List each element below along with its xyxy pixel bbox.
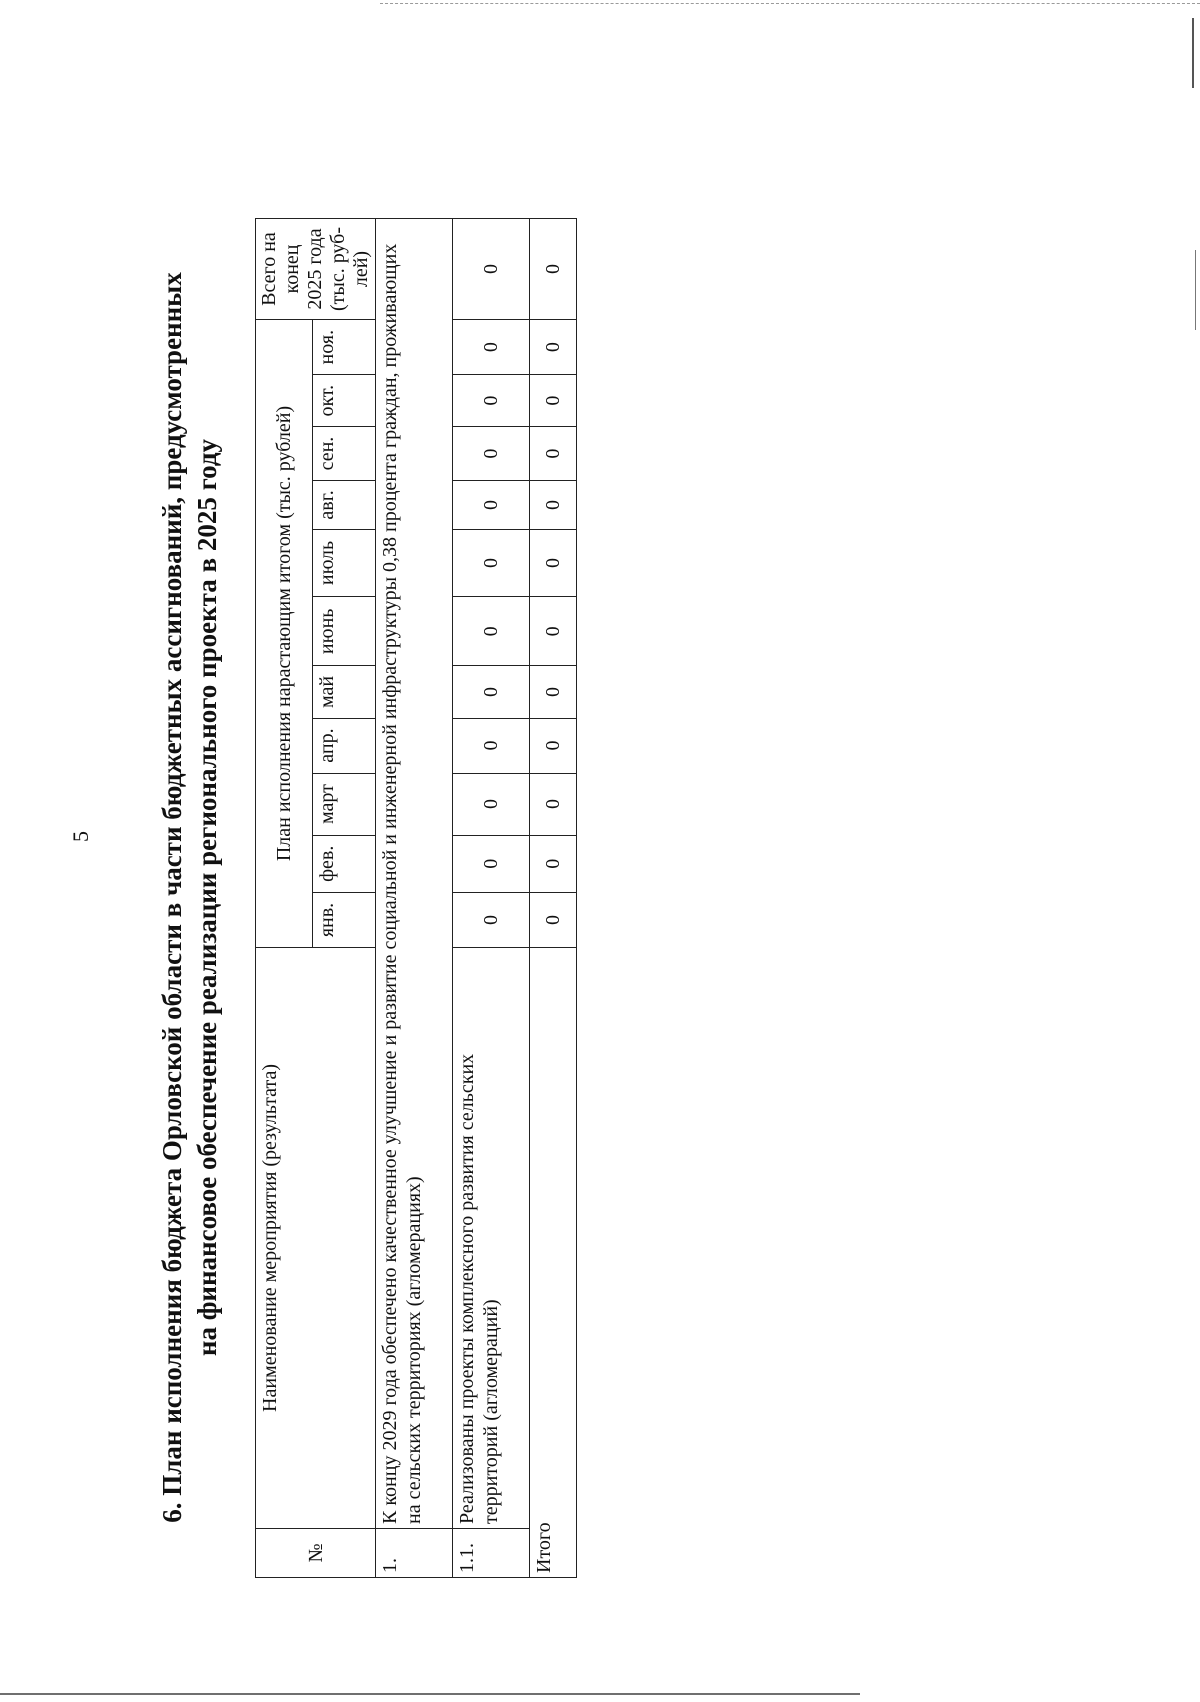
result-value: 0 (453, 426, 530, 480)
result-value: 0 (453, 481, 530, 530)
scan-edge-top (380, 3, 1200, 4)
header-total: Всего на конец 2025 года (тыс. руб- лей) (256, 219, 376, 320)
table-row-result (453, 219, 530, 1578)
goal-num: 1. (376, 1529, 453, 1578)
month-header: май (313, 666, 376, 718)
table-row-goal (376, 219, 453, 1578)
rotated-page-content (155, 205, 625, 1590)
result-value: 0 (453, 773, 530, 835)
month-header: март (313, 773, 376, 835)
total-value: 0 (530, 426, 577, 480)
total-label: Итого (530, 948, 577, 1578)
total-value: 0 (530, 529, 577, 597)
month-header: окт. (313, 375, 376, 427)
page-number: 5 (68, 831, 93, 842)
month-header: июль (313, 529, 376, 597)
budget-plan-table (255, 218, 577, 1578)
result-value: 0 (453, 375, 530, 427)
scan-edge-right-lower (1195, 250, 1196, 330)
result-value: 0 (453, 320, 530, 375)
table-header-row-1 (256, 219, 313, 1578)
total-value: 0 (530, 666, 577, 718)
total-value: 0 (530, 597, 577, 666)
header-name: Наименование мероприятия (результата) (256, 948, 376, 1529)
month-header: ноя. (313, 320, 376, 375)
scan-edge-right (1192, 18, 1194, 88)
total-value: 0 (530, 481, 577, 530)
title-line-2: на финансовое обеспечение реализации регионального проекта в 2025 году (192, 438, 222, 1357)
result-value: 0 (453, 718, 530, 773)
scan-edge-bottom (0, 1693, 860, 1695)
goal-text: К концу 2029 года обеспечено качественное улучшение и развитие социальной и инженерной инфраструктуры 0,38 процента граждан, проживающих на сельских территориях (агломерациях) (376, 219, 453, 1529)
month-header: фев. (313, 835, 376, 892)
result-name: Реализованы проекты комплексного развития сельских территорий (агломераций) (453, 948, 530, 1529)
total-value: 0 (530, 835, 577, 892)
total-value: 0 (530, 773, 577, 835)
result-value: 0 (453, 892, 530, 947)
month-header: сен. (313, 426, 376, 480)
total-value: 0 (530, 892, 577, 947)
total-value: 0 (530, 375, 577, 427)
title-line-1: 6. План исполнения бюджета Орловской области в части бюджетных ассигнований, предусмотренных (157, 272, 187, 1523)
month-header: янв. (313, 892, 376, 947)
header-plan: План исполнения нарастающим итогом (тыс. рублей) (256, 320, 313, 948)
total-value: 0 (530, 320, 577, 375)
result-total: 0 (453, 219, 530, 320)
document-title (155, 205, 225, 1590)
result-value: 0 (453, 529, 530, 597)
total-sum: 0 (530, 219, 577, 320)
total-value: 0 (530, 718, 577, 773)
result-value: 0 (453, 597, 530, 666)
result-num: 1.1. (453, 1529, 530, 1578)
result-value: 0 (453, 835, 530, 892)
month-header: июнь (313, 597, 376, 666)
header-num: № (256, 1529, 376, 1578)
month-header: авг. (313, 481, 376, 530)
table-row-total (530, 219, 577, 1578)
result-value: 0 (453, 666, 530, 718)
month-header: апр. (313, 718, 376, 773)
